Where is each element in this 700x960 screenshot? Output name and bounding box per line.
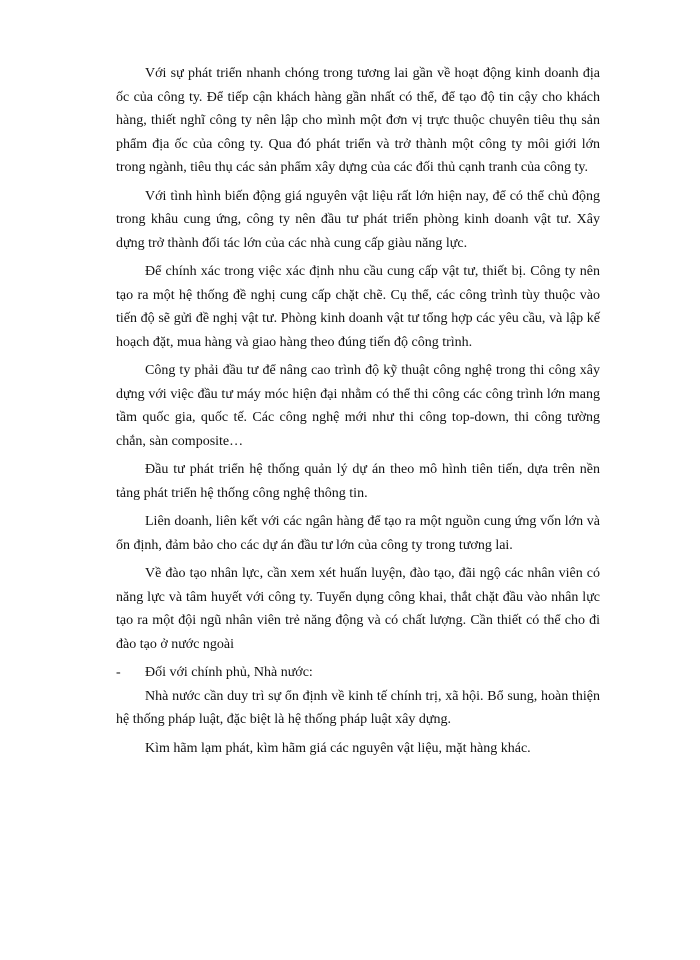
paragraph-supply-request-system: Để chính xác trong việc xác định nhu cầu cung cấp vật tư, thiết bị. Công ty nên tạo ra một hệ thống đề nghị cung cấp chặt chẽ. Cụ thể, các công trình tùy thuộc vào tiến độ sẽ gửi đề nghị vật tư. Phòng kinh doanh vật tư tổng hợp các yêu cầu, và lập kế hoạch đặt, mua hàng và giao hàng theo đúng tiến độ công trình. [116,264,600,350]
bullet-government [116,661,600,685]
paragraph-human-resources: Về đào tạo nhân lực, cần xem xét huấn luyện, đào tạo, đãi ngộ các nhân viên có năng lực và tâm huyết với công ty. Tuyển dụng công khai, thắt chặt đầu vào nhân lực tạo ra một đội ngũ nhân viên trẻ năng động và có chất lượng. Cần thiết có thể cho đi đào tạo ở nước ngoài [116,566,600,652]
paragraph-materials-department: Với tình hình biến động giá nguyên vật liệu rất lớn hiện nay, để có thể chủ động trong khâu cung ứng, công ty nên đầu tư phát triển phòng kinh doanh vật tư. Xây dựng trở thành đối tác lớn của các nhà cung cấp giàu năng lực. [116,188,600,251]
bullet-dash: - [116,665,121,680]
paragraph-project-management: Đầu tư phát triển hệ thống quản lý dự án theo mô hình tiên tiến, dựa trên nền tảng phát triển hệ thống công nghệ thông tin. [116,462,600,501]
document-body [116,62,600,765]
paragraph-construction-technology: Công ty phải đầu tư để nâng cao trình độ kỹ thuật công nghệ trong thi công xây dựng với việc đầu tư máy móc hiện đại nhằm có thể thi công các công trình lớn mang tầm quốc gia, quốc tế. Các công nghệ mới như thi công top-down, thi công tường chắn, sàn composite… [116,363,600,449]
bullet-text: Đối với chính phủ, Nhà nước: [145,665,313,680]
paragraph-state-stability: Nhà nước cần duy trì sự ổn định về kinh tế chính trị, xã hội. Bổ sung, hoàn thiện hệ thống pháp luật, đặc biệt là hệ thống pháp luật xây dựng. [116,688,600,727]
paragraph-inflation-control: Kìm hãm lạm phát, kìm hãm giá các nguyên vật liệu, mặt hàng khác. [145,740,531,756]
paragraph-bank-partnership: Liên doanh, liên kết với các ngân hàng để tạo ra một nguồn cung ứng vốn lớn và ổn định, đảm bảo cho các dự án đầu tư lớn của công ty trong tương lai. [116,514,600,553]
paragraph-real-estate-unit: Với sự phát triển nhanh chóng trong tương lai gần về hoạt động kinh doanh địa ốc của công ty. Để tiếp cận khách hàng gần nhất có thể, để tạo độ tin cậy cho khách hàng, thiết nghĩ công ty nên lập cho mình một đơn vị trực thuộc chuyên tiêu thụ sản phẩm địa ốc của công ty. Qua đó phát triển và trở thành một công ty môi giới lớn trong ngành, tiêu thụ các sản phẩm xây dựng của các đối thủ cạnh tranh của công ty. [116,66,600,175]
